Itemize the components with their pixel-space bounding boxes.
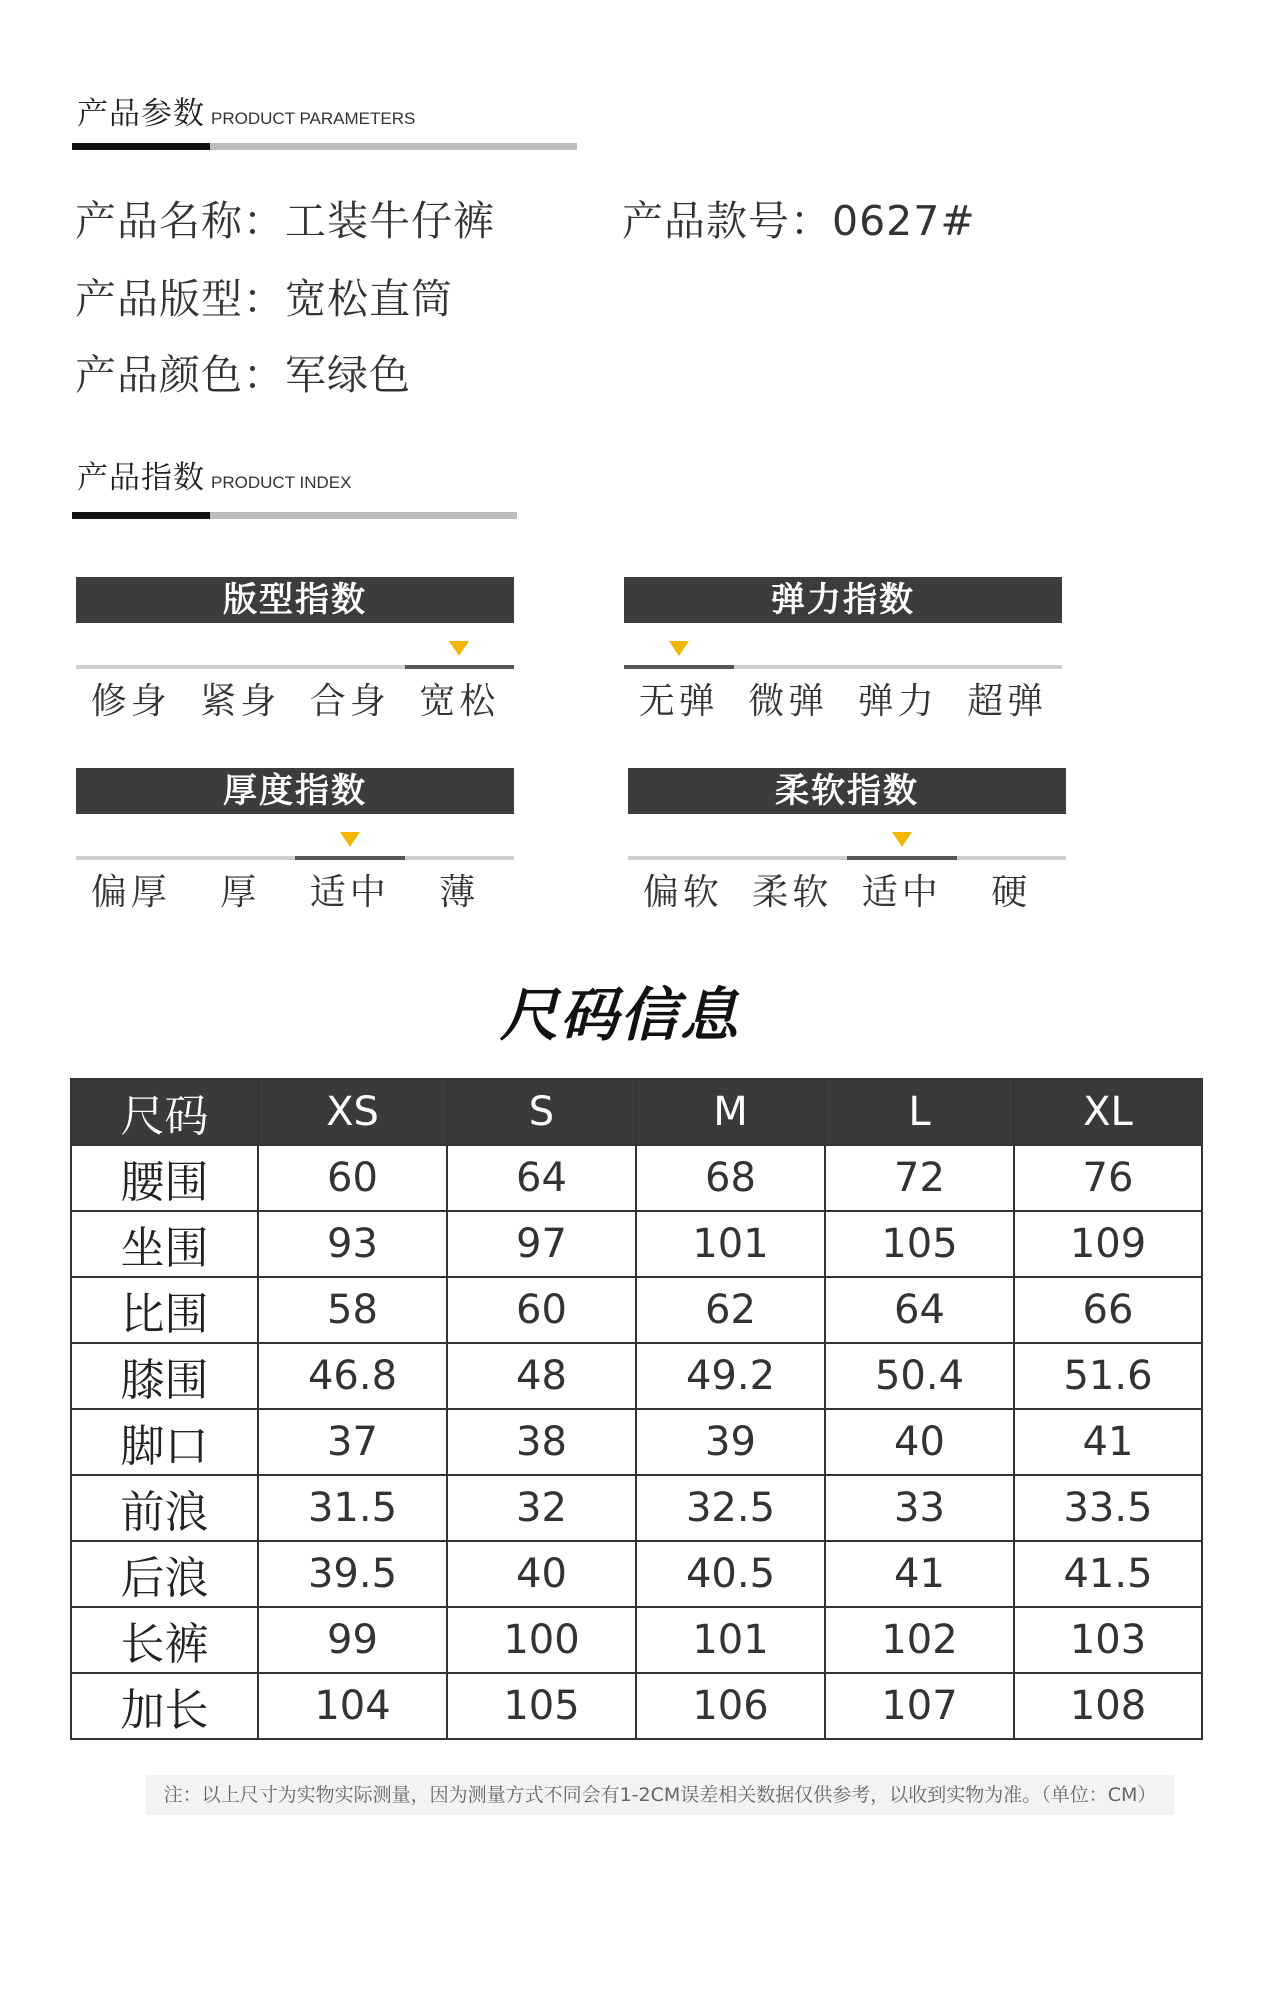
row-label: 加长 xyxy=(71,1673,258,1739)
index-option: 薄 xyxy=(439,872,480,913)
index-scale xyxy=(76,856,514,860)
size-value: 66 xyxy=(1014,1277,1202,1343)
size-value: 40 xyxy=(825,1409,1014,1475)
index-title: 版型指数 xyxy=(76,577,514,623)
size-value: 49.2 xyxy=(636,1343,825,1409)
size-value: 32 xyxy=(447,1475,636,1541)
size-value: 99 xyxy=(258,1607,447,1673)
size-value: 46.8 xyxy=(258,1343,447,1409)
measurement-note: 注：以上尺寸为实物实际测量，因为测量方式不同会有1-2CM误差相关数据仅供参考，以收到实物为准。（单位：CM） xyxy=(146,1775,1174,1815)
size-value: 76 xyxy=(1014,1145,1202,1211)
size-value: 93 xyxy=(258,1211,447,1277)
table-row xyxy=(71,1475,1202,1541)
index-option: 微弹 xyxy=(748,681,829,722)
index-option: 柔软 xyxy=(752,872,833,913)
selected-marker-icon xyxy=(449,641,469,656)
size-value: 40.5 xyxy=(636,1541,825,1607)
index-option: 弹力 xyxy=(857,681,938,722)
index-option: 厚 xyxy=(220,872,261,913)
row-label: 坐围 xyxy=(71,1211,258,1277)
index-option: 偏软 xyxy=(642,872,723,913)
size-value: 101 xyxy=(636,1607,825,1673)
size-table-header xyxy=(71,1079,1202,1145)
index-title: 弹力指数 xyxy=(624,577,1062,623)
size-value: 103 xyxy=(1014,1607,1202,1673)
index-track xyxy=(628,814,1066,856)
size-value: 105 xyxy=(825,1211,1014,1277)
row-label: 前浪 xyxy=(71,1475,258,1541)
size-value: 72 xyxy=(825,1145,1014,1211)
table-row xyxy=(71,1541,1202,1607)
size-value: 68 xyxy=(636,1145,825,1211)
index-track xyxy=(76,623,514,665)
index-track xyxy=(624,623,1062,665)
section-underline xyxy=(72,512,517,519)
size-value: 39.5 xyxy=(258,1541,447,1607)
index-thickness xyxy=(76,768,514,915)
row-label: 长裤 xyxy=(71,1607,258,1673)
param-name: 产品名称：工装牛仔裤 xyxy=(75,197,495,245)
row-label: 腰围 xyxy=(71,1145,258,1211)
row-label: 后浪 xyxy=(71,1541,258,1607)
section-title-index xyxy=(77,452,351,497)
section-underline-accent xyxy=(72,512,210,519)
size-value: 64 xyxy=(825,1277,1014,1343)
param-code: 产品款号：0627# xyxy=(622,197,976,245)
size-value: 100 xyxy=(447,1607,636,1673)
size-value: 50.4 xyxy=(825,1343,1014,1409)
header-cell: XL xyxy=(1014,1079,1202,1145)
header-cell: L xyxy=(825,1079,1014,1145)
section-title-cn: 产品指数 xyxy=(77,460,205,496)
size-value: 32.5 xyxy=(636,1475,825,1541)
index-scale xyxy=(628,856,1066,860)
index-track xyxy=(76,814,514,856)
size-value: 51.6 xyxy=(1014,1343,1202,1409)
size-info-title: 尺码信息 xyxy=(499,981,740,1049)
size-value: 60 xyxy=(258,1145,447,1211)
section-title-en: PRODUCT PARAMETERS xyxy=(211,109,416,128)
size-value: 48 xyxy=(447,1343,636,1409)
index-option: 硬 xyxy=(991,872,1032,913)
size-value: 40 xyxy=(447,1541,636,1607)
size-value: 41 xyxy=(825,1541,1014,1607)
index-option: 超弹 xyxy=(967,681,1048,722)
header-cell: S xyxy=(447,1079,636,1145)
section-title-parameters xyxy=(77,88,415,133)
size-value: 60 xyxy=(447,1277,636,1343)
section-underline-accent xyxy=(72,143,210,150)
table-row xyxy=(71,1607,1202,1673)
size-value: 107 xyxy=(825,1673,1014,1739)
header-cell: XS xyxy=(258,1079,447,1145)
section-title-cn: 产品参数 xyxy=(77,96,205,132)
size-value: 108 xyxy=(1014,1673,1202,1739)
row-label: 脚口 xyxy=(71,1409,258,1475)
index-title: 厚度指数 xyxy=(76,768,514,814)
table-row xyxy=(71,1673,1202,1739)
table-row xyxy=(71,1409,1202,1475)
selected-marker-icon xyxy=(669,641,689,656)
index-option: 适中 xyxy=(309,872,390,913)
size-value: 33.5 xyxy=(1014,1475,1202,1541)
size-value: 102 xyxy=(825,1607,1014,1673)
size-value: 101 xyxy=(636,1211,825,1277)
size-value: 41.5 xyxy=(1014,1541,1202,1607)
table-row xyxy=(71,1343,1202,1409)
size-value: 104 xyxy=(258,1673,447,1739)
index-elasticity xyxy=(624,577,1062,724)
size-value: 33 xyxy=(825,1475,1014,1541)
index-option: 合身 xyxy=(309,681,390,722)
index-title: 柔软指数 xyxy=(628,768,1066,814)
index-scale xyxy=(624,665,1062,669)
index-option: 宽松 xyxy=(419,681,500,722)
index-option: 偏厚 xyxy=(90,872,171,913)
size-value: 62 xyxy=(636,1277,825,1343)
index-scale xyxy=(76,665,514,669)
size-value: 106 xyxy=(636,1673,825,1739)
index-softness xyxy=(628,768,1066,915)
size-value: 41 xyxy=(1014,1409,1202,1475)
section-title-en: PRODUCT INDEX xyxy=(211,473,352,492)
table-row xyxy=(71,1277,1202,1343)
size-value: 58 xyxy=(258,1277,447,1343)
index-option: 无弹 xyxy=(638,681,719,722)
param-fit: 产品版型：宽松直筒 xyxy=(75,275,453,323)
table-row xyxy=(71,1145,1202,1211)
size-value: 37 xyxy=(258,1409,447,1475)
header-cell: 尺码 xyxy=(71,1079,258,1145)
table-row xyxy=(71,1211,1202,1277)
size-value: 64 xyxy=(447,1145,636,1211)
size-value: 105 xyxy=(447,1673,636,1739)
size-value: 31.5 xyxy=(258,1475,447,1541)
param-color: 产品颜色：军绿色 xyxy=(75,351,411,399)
size-value: 97 xyxy=(447,1211,636,1277)
selected-marker-icon xyxy=(892,832,912,847)
size-value: 109 xyxy=(1014,1211,1202,1277)
selected-marker-icon xyxy=(340,832,360,847)
index-option: 修身 xyxy=(90,681,171,722)
size-table xyxy=(70,1078,1203,1740)
row-label: 膝围 xyxy=(71,1343,258,1409)
size-value: 39 xyxy=(636,1409,825,1475)
size-value: 38 xyxy=(447,1409,636,1475)
index-option: 适中 xyxy=(861,872,942,913)
section-underline xyxy=(72,143,577,150)
index-option: 紧身 xyxy=(200,681,281,722)
index-fit xyxy=(76,577,514,724)
row-label: 比围 xyxy=(71,1277,258,1343)
header-cell: M xyxy=(636,1079,825,1145)
